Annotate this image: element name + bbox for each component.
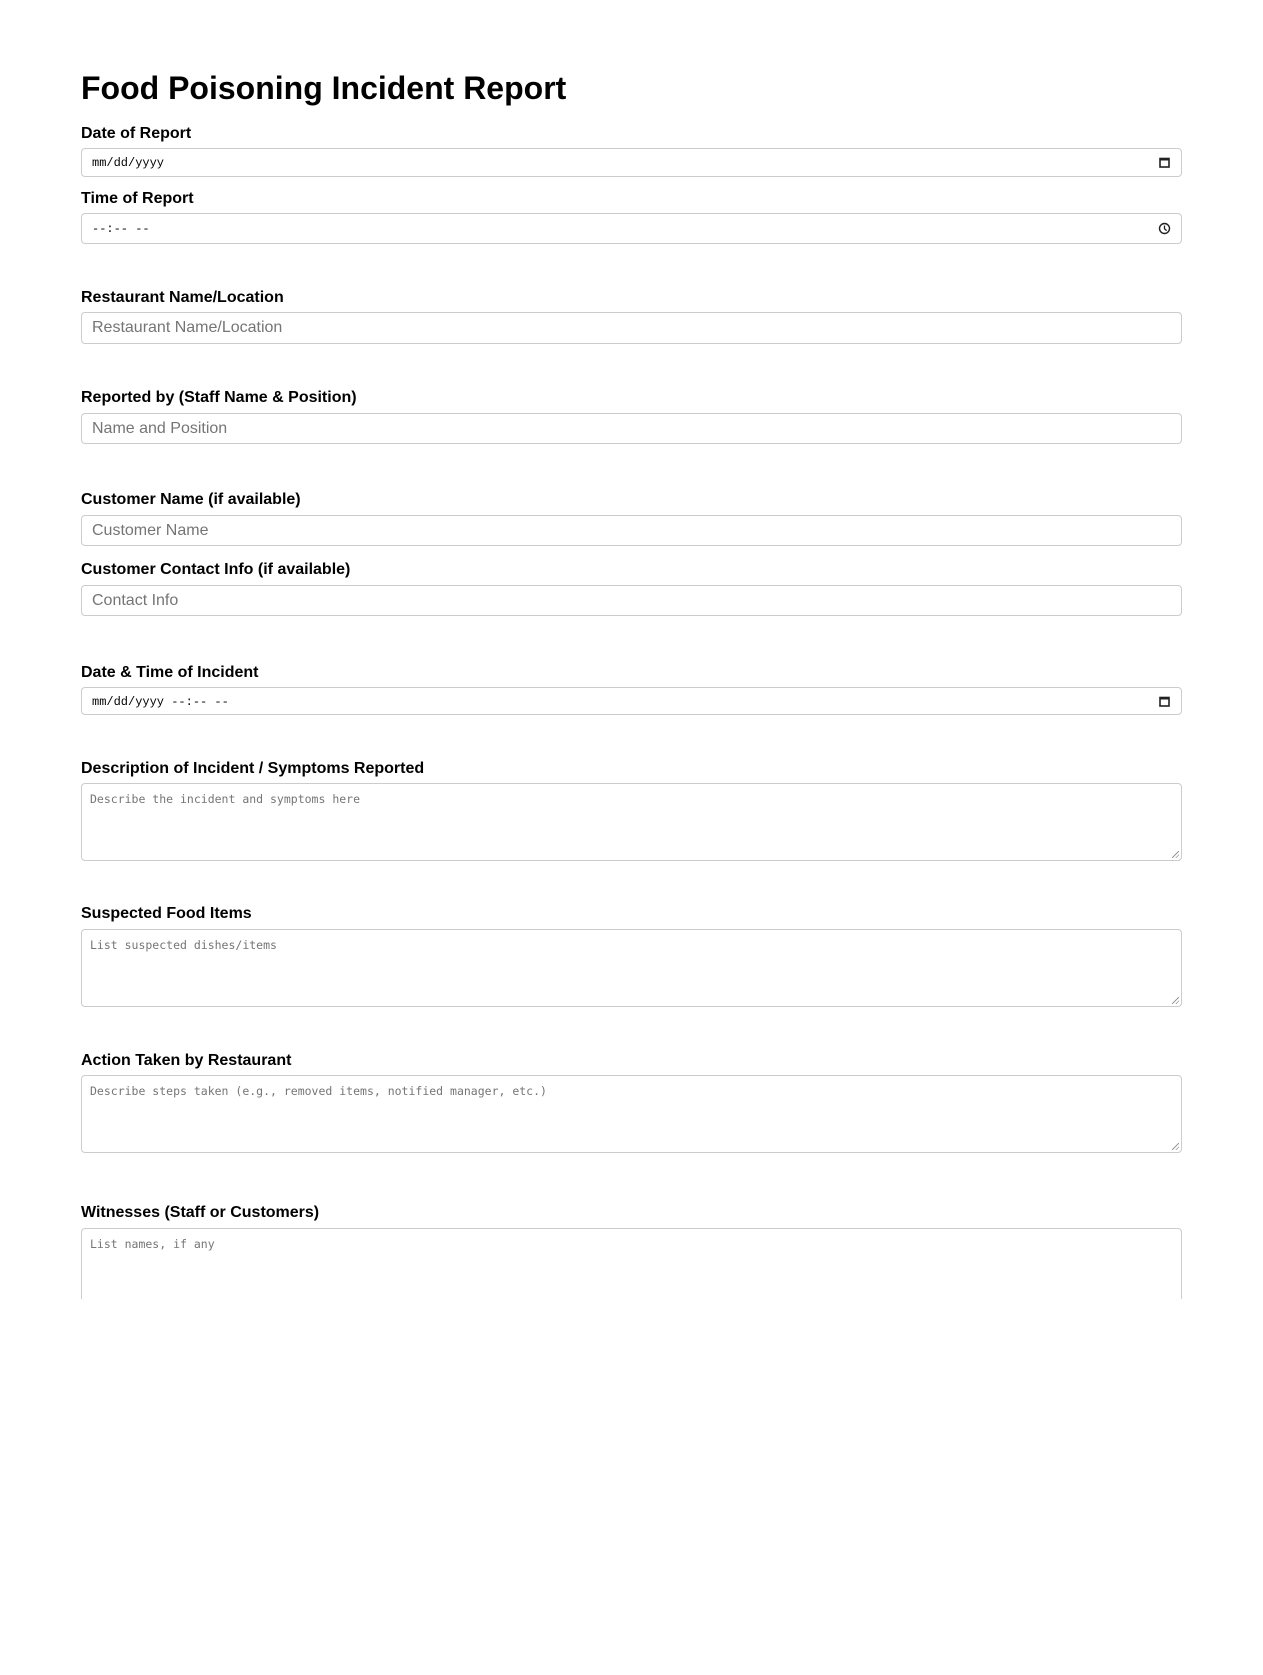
incident-datetime-input[interactable] [81, 687, 1182, 715]
customer-contact-input[interactable] [81, 585, 1182, 616]
resize-handle[interactable] [1172, 997, 1179, 1004]
date-of-report-label: Date of Report [81, 125, 192, 142]
customer-contact-placeholder: Contact Info [92, 592, 179, 609]
time-of-report-value: --:-- -- [92, 222, 150, 236]
time-of-report-input[interactable] [81, 213, 1182, 244]
reported-by-input[interactable] [81, 413, 1182, 444]
description-placeholder: Describe the incident and symptoms here [90, 792, 361, 806]
resize-handle[interactable] [1172, 1143, 1179, 1150]
description-textarea[interactable] [81, 783, 1182, 861]
customer-contact-label: Customer Contact Info (if available) [81, 561, 351, 578]
action-taken-label: Action Taken by Restaurant [81, 1052, 292, 1069]
resize-handle[interactable] [1172, 851, 1179, 858]
incident-datetime-value: mm/dd/yyyy --:-- -- [92, 695, 229, 709]
restaurant-placeholder: Restaurant Name/Location [92, 319, 283, 336]
action-taken-textarea[interactable] [81, 1075, 1182, 1153]
reported-by-label: Reported by (Staff Name & Position) [81, 389, 357, 406]
customer-name-label: Customer Name (if available) [81, 491, 301, 508]
calendar-icon[interactable] [1158, 156, 1171, 169]
restaurant-input[interactable] [81, 312, 1182, 344]
customer-name-placeholder: Customer Name [92, 522, 209, 539]
date-of-report-input[interactable] [81, 148, 1182, 177]
suspected-food-textarea[interactable] [81, 929, 1182, 1007]
suspected-food-label: Suspected Food Items [81, 905, 252, 922]
suspected-food-placeholder: List suspected dishes/items [90, 938, 277, 952]
calendar-icon[interactable] [1158, 695, 1171, 708]
date-of-report-value: mm/dd/yyyy [92, 156, 165, 170]
reported-by-placeholder: Name and Position [92, 420, 228, 437]
witnesses-textarea[interactable] [81, 1228, 1182, 1299]
description-label: Description of Incident / Symptoms Reported [81, 760, 425, 777]
customer-name-input[interactable] [81, 515, 1182, 546]
witnesses-label: Witnesses (Staff or Customers) [81, 1204, 320, 1221]
restaurant-label: Restaurant Name/Location [81, 289, 284, 306]
witnesses-placeholder: List names, if any [90, 1237, 215, 1251]
page-title: Food Poisoning Incident Report [81, 70, 567, 106]
clock-icon[interactable] [1158, 222, 1171, 235]
time-of-report-label: Time of Report [81, 190, 194, 207]
action-taken-placeholder: Describe steps taken (e.g., removed items, notified manager, etc.) [90, 1084, 547, 1098]
incident-datetime-label: Date & Time of Incident [81, 664, 259, 681]
